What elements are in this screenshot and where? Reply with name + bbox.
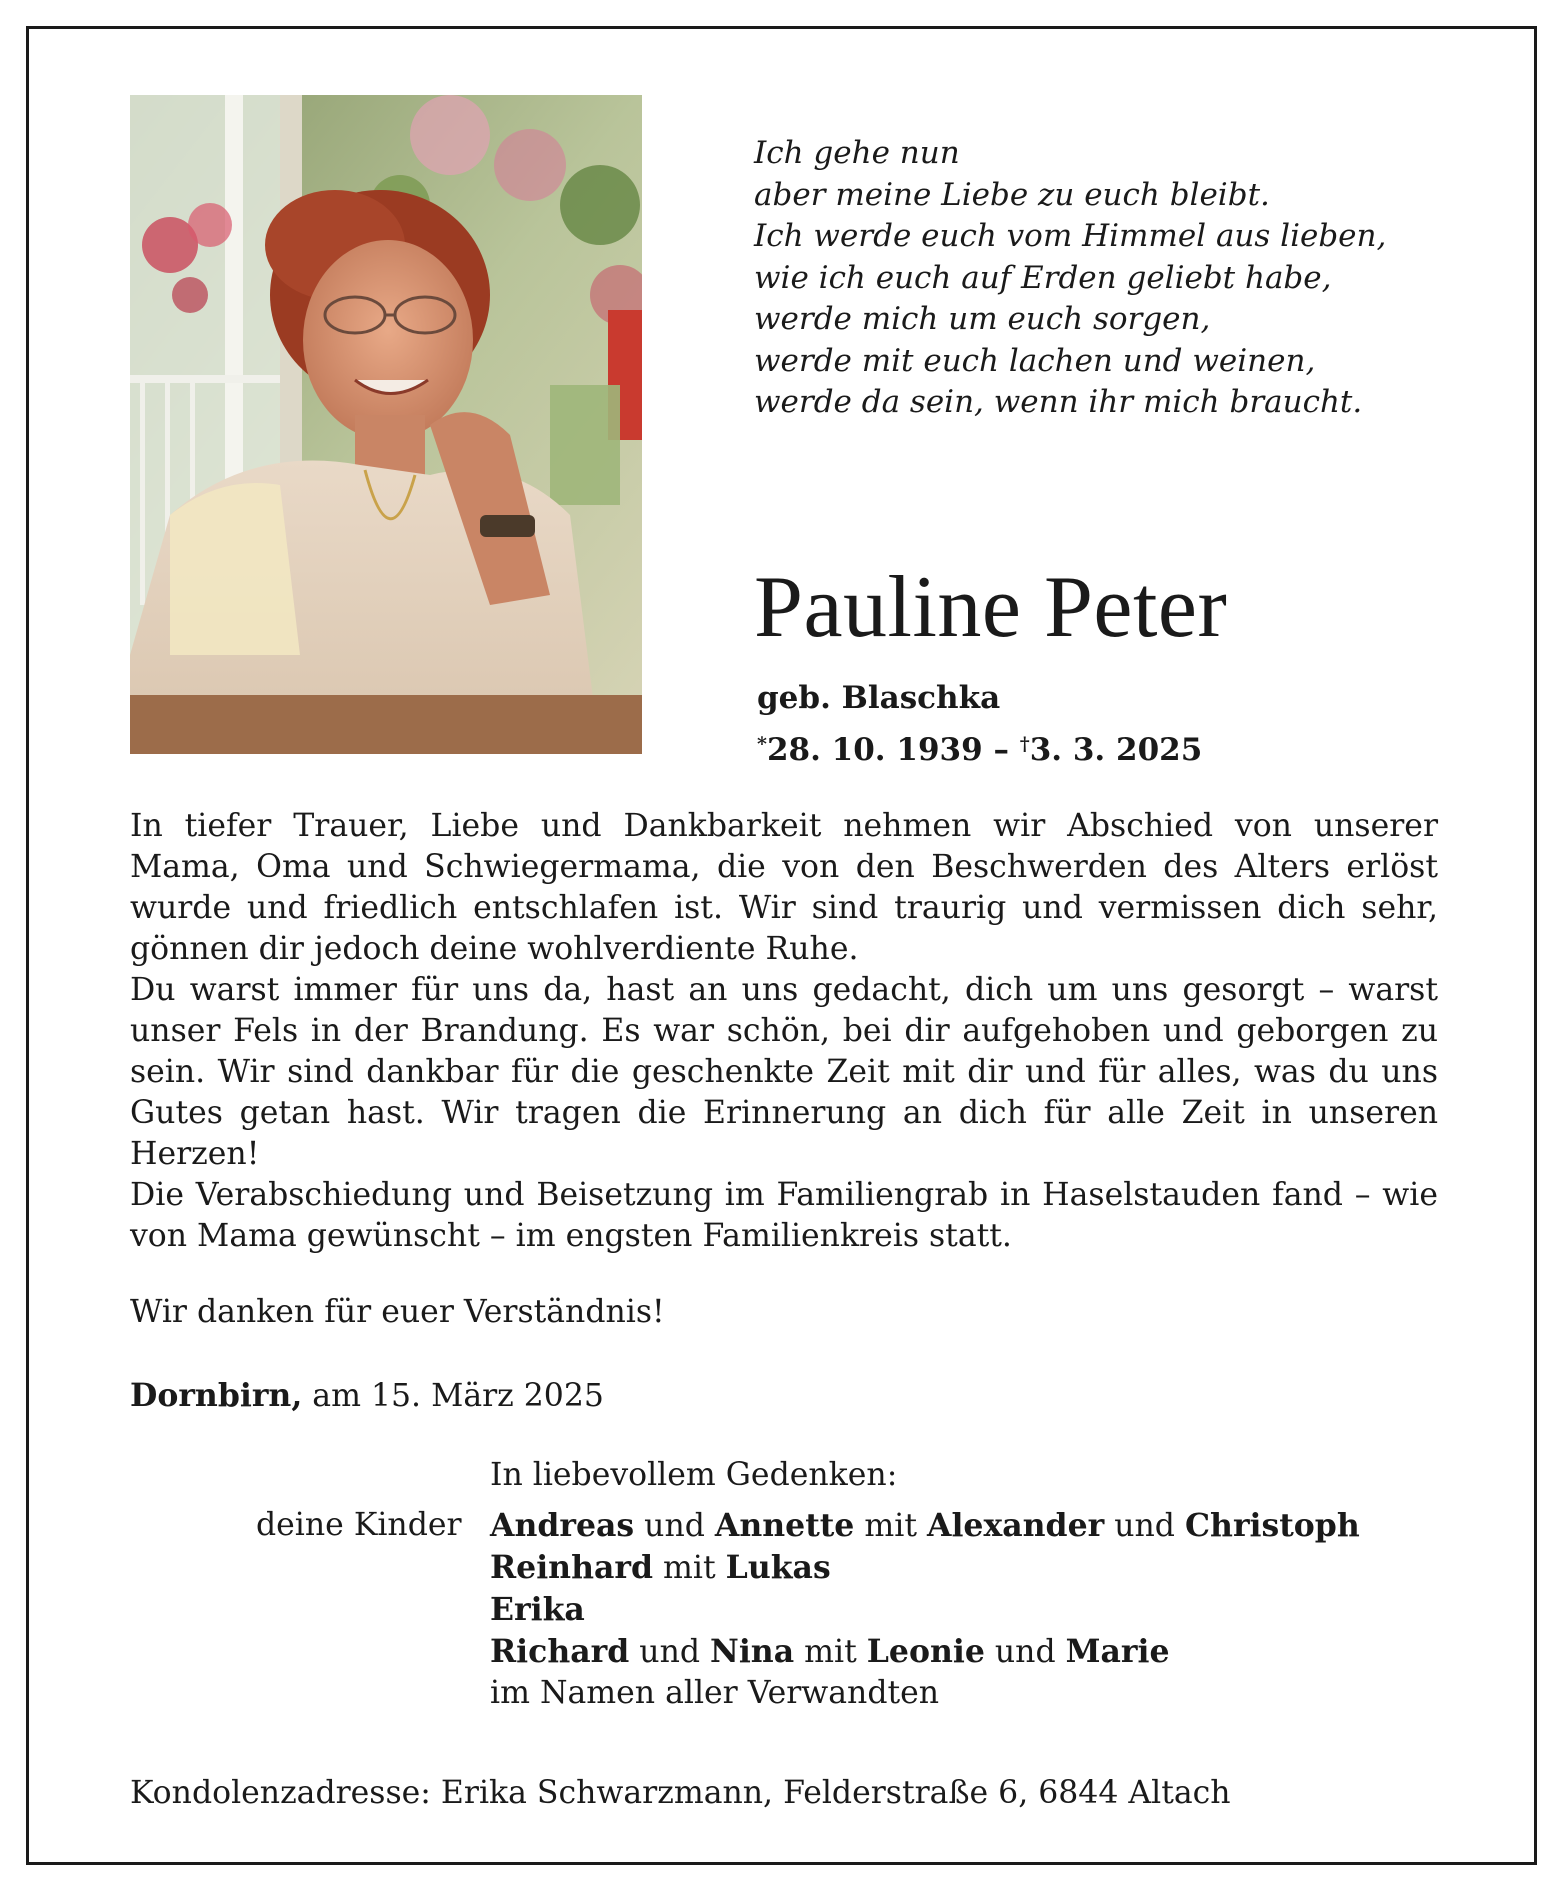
family-member: Leonie xyxy=(866,1633,985,1670)
family-member: Andreas xyxy=(490,1507,635,1544)
poem-line: werde mich um euch sorgen, xyxy=(754,301,1211,337)
poem xyxy=(754,133,1474,424)
obituary-text xyxy=(130,806,1438,1257)
poem-line: werde da sein, wenn ihr mich braucht. xyxy=(754,384,1363,420)
place-date xyxy=(130,1375,604,1417)
conjunction: und xyxy=(1104,1508,1185,1544)
poem-line: aber meine Liebe zu euch bleibt. xyxy=(754,176,1270,213)
family-member: Marie xyxy=(1065,1633,1170,1670)
paragraph: In tiefer Trauer, Liebe und Dankbarkeit nehmen wir Abschied von unserer Mama, Oma und Schwiegermama, die von den Beschwerden des Alters erlöst wurde und friedlich entschlafen ist. Wir sind traurig und vermissen dich sehr, gönnen dir jedoch deine wohlverdiente Ruhe. xyxy=(130,808,1438,967)
relatives-line: im Namen aller Verwandten xyxy=(490,1675,940,1711)
family-member: Lukas xyxy=(725,1549,831,1586)
date-separator: – xyxy=(982,732,1020,768)
poem-line: Ich gehe nun xyxy=(754,135,960,171)
conjunction: mit xyxy=(854,1508,927,1544)
kids-label: deine Kinder xyxy=(256,1507,462,1543)
family-member: Richard xyxy=(490,1633,630,1670)
family-row xyxy=(490,1589,1360,1631)
address-label: Kondolenzadresse: xyxy=(130,1775,431,1811)
conjunction: und xyxy=(629,1634,711,1670)
portrait-photo xyxy=(130,95,642,754)
family-member: Christoph xyxy=(1184,1507,1360,1544)
address-value: Erika Schwarzmann, Felderstraße 6, 6844 Altach xyxy=(430,1775,1231,1811)
family-member: Nina xyxy=(710,1633,795,1670)
death-symbol: † xyxy=(1019,733,1030,755)
conjunction: mit xyxy=(653,1550,726,1586)
family-member: Annette xyxy=(714,1507,855,1544)
paragraph: Die Verabschiedung und Beisetzung im Familiengrab in Haselstauden fand – wie von Mama gewünscht – im engsten Familienkreis statt. xyxy=(130,1177,1438,1254)
poem-line: werde mit euch lachen und weinen, xyxy=(754,342,1316,379)
date: am 15. März 2025 xyxy=(302,1378,604,1414)
conjunction: und xyxy=(984,1634,1066,1670)
poem-line: wie ich euch auf Erden geliebt habe, xyxy=(754,259,1332,296)
family-member: Alexander xyxy=(927,1507,1105,1544)
poem-line: Ich werde euch vom Himmel aus lieben, xyxy=(754,218,1387,254)
family-member: Erika xyxy=(490,1591,585,1628)
thanks-line: Wir danken für euer Verständnis! xyxy=(130,1294,665,1330)
family-row xyxy=(490,1547,1360,1589)
death-date: 3. 3. 2025 xyxy=(1029,732,1203,768)
conjunction: mit xyxy=(794,1634,867,1670)
birth-name: geb. Blaschka xyxy=(757,680,1001,716)
birth-date: 28. 10. 1939 xyxy=(766,732,983,768)
place: Dornbirn, xyxy=(130,1377,303,1414)
deceased-name: Pauline Peter xyxy=(754,559,1228,656)
paragraph: Du warst immer für uns da, hast an uns gedacht, dich um uns gesorgt – warst unser Fels in der Brandung. Es war schön, bei dir aufgehoben und geborgen zu sein. Wir sind dankbar für die geschenkte Zeit mit dir und für alles, was du uns Gutes getan hast. Wir tragen die Erinnerung an dich für alle Zeit in unseren Herzen! xyxy=(130,972,1438,1172)
family-member: Reinhard xyxy=(490,1549,654,1586)
life-dates xyxy=(757,724,1202,770)
family-row xyxy=(490,1505,1360,1547)
conjunction: und xyxy=(634,1508,715,1544)
memorial-intro: In liebevollem Gedenken: xyxy=(490,1457,898,1493)
family-list xyxy=(490,1505,1360,1714)
condolence-address xyxy=(130,1773,1231,1814)
family-row xyxy=(490,1631,1360,1673)
birth-symbol: * xyxy=(757,733,767,755)
